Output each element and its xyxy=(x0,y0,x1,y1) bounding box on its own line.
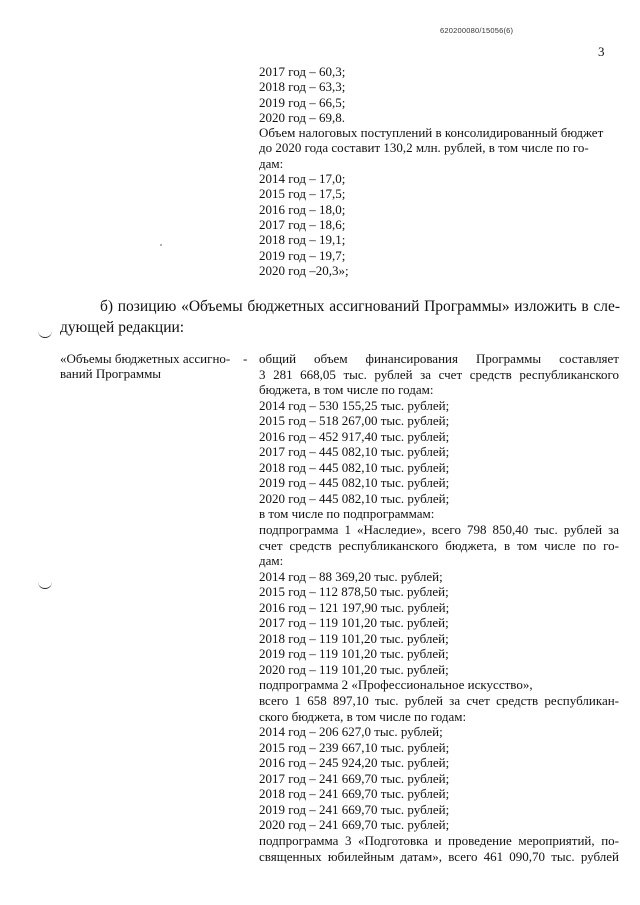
content-line: бюджета, в том числе по годам: xyxy=(259,382,434,398)
content-line: 2014 год – 530 155,25 тыс. рублей; xyxy=(259,397,450,413)
scan-speck xyxy=(160,244,162,246)
content-line: подпрограмма 3 «Подготовка и проведение мероприятий, по- xyxy=(259,832,619,848)
content-line: подпрограмма 1 «Наследие», всего 798 850,40 тыс. рублей за xyxy=(259,522,619,538)
table-row-label xyxy=(60,351,248,381)
table-row-content xyxy=(259,351,619,864)
content-line: 2019 год – 445 082,10 тыс. рублей; xyxy=(259,475,450,491)
content-line: общий объем финансирования Программы составляет xyxy=(259,351,619,366)
content-line: 2017 год – 119 101,20 тыс. рублей; xyxy=(259,615,449,631)
content-line: 2016 год – 121 197,90 тыс. рублей; xyxy=(259,599,450,615)
list-item: 2018 год – 63,3; xyxy=(259,79,346,95)
paragraph-line: дующей редакции: xyxy=(60,319,185,336)
list-item: 2020 год –20,3»; xyxy=(259,262,349,278)
content-line: 2019 год – 119 101,20 тыс. рублей; xyxy=(259,646,449,662)
content-line: подпрограмма 2 «Профессиональное искусство», xyxy=(259,677,533,693)
content-line: 2018 год – 119 101,20 тыс. рублей; xyxy=(259,630,449,646)
content-line: счет средств республиканского бюджета, в том числе по го- xyxy=(259,537,619,553)
row-dash: - xyxy=(243,351,248,366)
content-line: дам: xyxy=(259,553,284,569)
content-line: священных юбилейным датам», всего 461 090,70 тыс. рублей xyxy=(259,848,619,864)
content-line: 2020 год – 119 101,20 тыс. рублей; xyxy=(259,661,449,677)
content-line: 2017 год – 241 669,70 тыс. рублей; xyxy=(259,770,450,786)
content-line: 2018 год – 445 082,10 тыс. рублей; xyxy=(259,459,450,475)
content-line: 2017 год – 445 082,10 тыс. рублей; xyxy=(259,444,450,460)
tax-paragraph-line: до 2020 года составит 130,2 млн. рублей, в том числе по го- xyxy=(259,140,589,156)
content-line: 2019 год – 241 669,70 тыс. рублей; xyxy=(259,801,450,817)
document-code: 620200080/15056(6) xyxy=(440,26,514,35)
tax-paragraph-line: дам: xyxy=(259,155,284,171)
margin-mark xyxy=(38,580,52,589)
list-item: 2019 год – 66,5; xyxy=(259,94,346,110)
content-line: 2018 год – 241 669,70 тыс. рублей; xyxy=(259,786,450,802)
list-item: 2016 год – 18,0; xyxy=(259,201,346,217)
content-line: всего 1 658 897,10 тыс. рублей за счет средств республикан- xyxy=(259,693,619,709)
list-item: 2020 год – 69,8. xyxy=(259,109,345,125)
amendment-paragraph-b xyxy=(60,296,620,338)
page-number: 3 xyxy=(598,44,605,59)
tax-paragraph-line: Объем налоговых поступлений в консолидированный бюджет xyxy=(259,125,604,141)
list-item: 2018 год – 19,1; xyxy=(259,232,346,248)
content-line: в том числе по подпрограммам: xyxy=(259,506,435,522)
content-line: 2015 год – 112 878,50 тыс. рублей; xyxy=(259,584,449,600)
label-line: ваний Программы xyxy=(60,366,162,382)
content-line: 2020 год – 241 669,70 тыс. рублей; xyxy=(259,817,450,833)
content-line: 2014 год – 88 369,20 тыс. рублей; xyxy=(259,568,443,584)
top-list-block xyxy=(259,64,619,278)
margin-mark xyxy=(38,329,52,338)
list-item: 2014 год – 17,0; xyxy=(259,171,346,187)
content-line: 2015 год – 518 267,00 тыс. рублей; xyxy=(259,413,450,429)
list-item: 2019 год – 19,7; xyxy=(259,247,346,263)
content-line: 2016 год – 245 924,20 тыс. рублей; xyxy=(259,755,450,771)
content-line: 2014 год – 206 627,0 тыс. рублей; xyxy=(259,724,443,740)
content-line: 2016 год – 452 917,40 тыс. рублей; xyxy=(259,428,450,444)
content-line: 3 281 668,05 тыс. рублей за счет средств республиканского xyxy=(259,366,619,382)
paragraph-line: б) позицию «Объемы бюджетных ассигнований Программы» изложить в сле- xyxy=(100,298,620,315)
content-line: 2020 год – 445 082,10 тыс. рублей; xyxy=(259,490,450,506)
list-item: 2017 год – 18,6; xyxy=(259,216,346,232)
content-line: 2015 год – 239 667,10 тыс. рублей; xyxy=(259,739,450,755)
content-line: ского бюджета, в том числе по годам: xyxy=(259,708,467,724)
list-item: 2015 год – 17,5; xyxy=(259,186,346,202)
label-line: «Объемы бюджетных ассигно- xyxy=(60,351,231,366)
list-item: 2017 год – 60,3; xyxy=(259,64,346,79)
